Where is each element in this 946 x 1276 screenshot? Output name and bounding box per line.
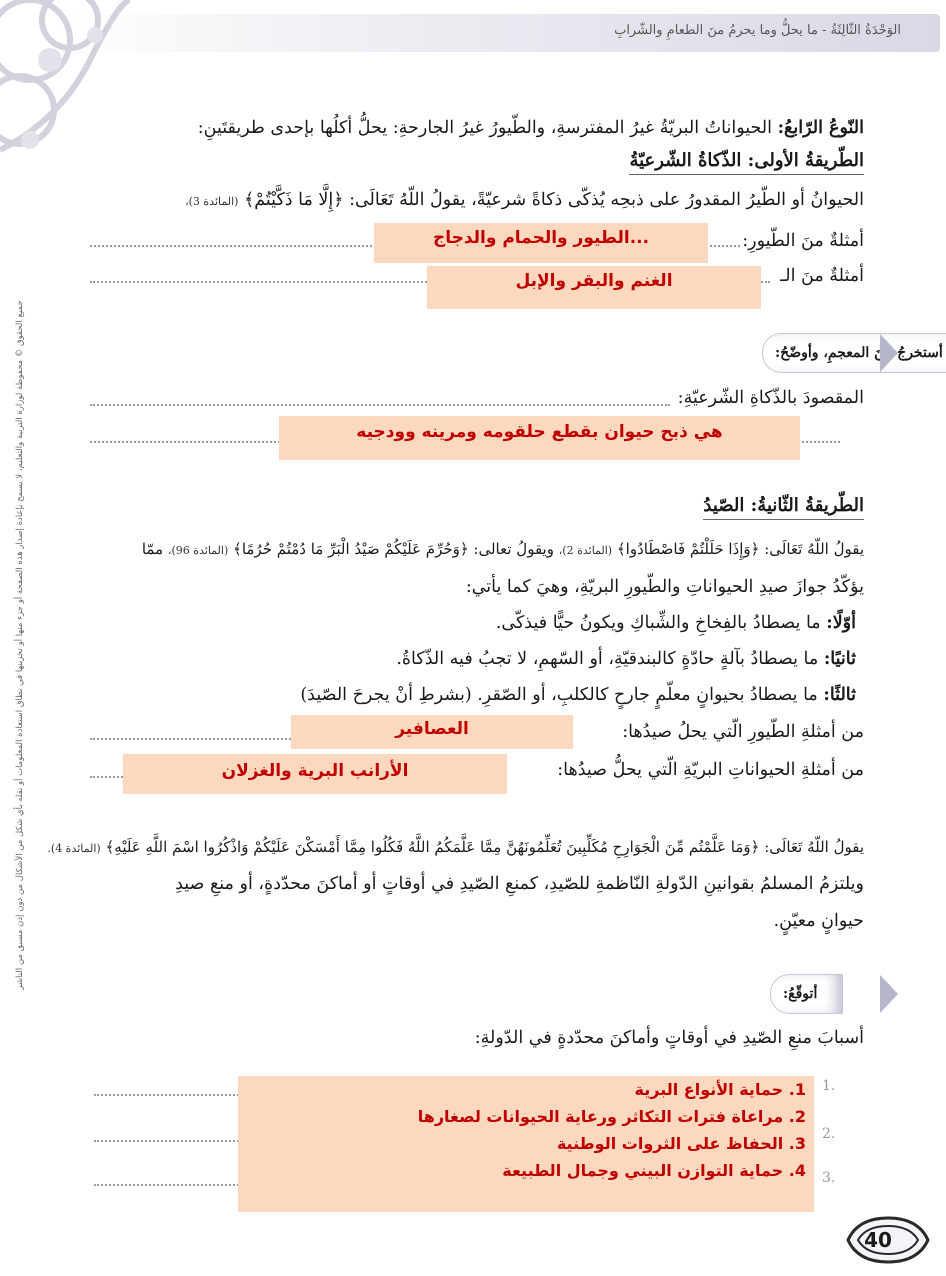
- hunt-item-2-text: ما يصطادُ بآلةٍ حادّةٍ كالبندقيّةِ، أو السّهمِ، لا تجبُ فيه الذّكاةُ.: [396, 649, 819, 669]
- predict-answer-3: 3. الحفاظ على الثروات الوطنية: [556, 1134, 806, 1153]
- verse-line: [47, 838, 864, 856]
- predict-tag: أتوقّعُ:: [770, 974, 843, 1014]
- predict-question: أسبابَ منعِ الصّيدِ في أوقاتٍ وأماكنَ محدّدةٍ في الدّولةِ:: [474, 1028, 864, 1048]
- verse-hunt-2: ويقولُ تعالى: ﴿وَحُرِّمَ عَلَيْكُمْ صَيْدُ الْبَرِّ مَا دُمْتُمْ حُرُمًا﴾: [233, 540, 554, 558]
- unit-title: الوَحْدَةُ الثّالِثَةُ - ما يحلُّ وما يحرمُ منَ الطعامِ والشّرابِ: [614, 23, 901, 38]
- page-number: 40: [864, 1228, 892, 1252]
- hunt-item-3-text: ما يصطادُ بحيوانٍ معلّمٍ جارحٍ كالكلبِ، أو الصّقرِ. (بشرطِ أنْ يجرحَ الصّيدَ): [300, 685, 818, 705]
- livestock-answer[interactable]: الغنم والبقر والإبل: [427, 266, 761, 309]
- hunt-item-2: [396, 649, 856, 669]
- hunt-animals-label: من أمثلةِ الحيواناتِ البريّةِ الّتي يحلُّ صيدُها:: [557, 760, 864, 780]
- dictionary-tag-arrow: [880, 334, 898, 372]
- section4-label: النّوعُ الرّابعُ:: [777, 118, 864, 138]
- hunt-birds-answer[interactable]: العصافير: [291, 715, 573, 749]
- method2-title: [703, 495, 864, 516]
- predict-answer-1: 1. حماية الأنواع البرية: [634, 1080, 806, 1099]
- birds-answer[interactable]: الطيور والحمام والدجاج...: [374, 223, 708, 263]
- predict-number-3: 3.: [822, 1170, 836, 1186]
- verse-hunt-2-ref: (المائدة 96)،: [167, 544, 229, 557]
- method2-line1: [142, 540, 864, 558]
- hunt-item-3-label: ثالثًا:: [823, 685, 856, 705]
- method1-text: الحيوانُ أو الطّيرُ المقدورُ على ذبحِه يُذكّى ذكاةً شرعيّةً، يقولُ اللّهُ تَعَالَى: ﴿إِلَّا مَا ذَكَّيْتُمْ﴾: [244, 190, 864, 210]
- predict-number-1: 1.: [822, 1078, 836, 1094]
- verse-ref: (المائدة 4).: [47, 842, 101, 855]
- dictionary-answer[interactable]: هي ذبح حيوان بقطع حلقومه ومرينه وودجيه: [279, 416, 800, 460]
- section4-line: [198, 118, 864, 138]
- verse-hunt-1-ref: (المائدة 2)،: [558, 544, 613, 557]
- hunt-item-1-text: ما يصطادُ بالفِخاخِ والشِّباكِ ويكونُ حيًّا فيذكّى.: [495, 613, 821, 633]
- corner-ornament-icon: [0, 0, 140, 170]
- hunt-item-1-label: أوّلًا:: [826, 613, 856, 633]
- hunt-item-1: [496, 613, 856, 633]
- section4-text: الحيواناتُ البريّةُ غيرُ المفترسةِ، والطّيورُ غيرُ الجارحةِ: يحلُّ أكلُها بإحدى طريقتَينِ:: [197, 118, 773, 138]
- verse-text: يقولُ اللّهُ تَعَالَى: ﴿وَمَا عَلَّمْتُم مِّنَ الْجَوَارِحِ مُكَلِّبِينَ تُعَلِّمُونَهُنَّ مِمَّا عَلَّمَكُمُ اللَّهُ فَكُلُوا مِمَّا أَمْسَكْنَ عَلَيْكُمْ وَاذْكُرُوا اسْمَ اللَّهِ عَلَيْهِ﴾: [105, 838, 864, 856]
- method1-line: [185, 190, 864, 210]
- predict-number-2: 2.: [822, 1126, 836, 1142]
- method1-title: [629, 150, 864, 171]
- predict-answer-4: 4. حماية التوازن البيني وجمال الطبيعة: [502, 1161, 806, 1180]
- verse-hunt-1: يقولُ اللّهُ تَعَالَى: ﴿وَإِذَا حَلَلْتُمْ فَاصْطَادُوا﴾: [616, 540, 864, 558]
- predict-answer-2: 2. مراعاة فترات التكاثر ورعاية الحيوانات لصغارها: [417, 1107, 806, 1126]
- method1-ref: (المائدة 3)،: [185, 195, 239, 208]
- hunting-law-para-1: ويلتزمُ المسلمُ بقوانينِ الدّولةِ النّاظمةِ للصّيدِ، كمنعِ الصّيدِ في أوقاتٍ أو أماكنَ محدّدةٍ، أو منعِ صيدِ: [175, 874, 864, 894]
- hunt-birds-label: من أمثلةِ الطّيورِ الّتي يحلُ صيدُها:: [622, 722, 864, 742]
- hunt-item-3: [300, 685, 856, 705]
- method2-line2: يؤكّدُ جوازَ صيدِ الحيواناتِ والطّيورِ البريّةِ، وهيَ كما يأتي:: [465, 577, 864, 597]
- method1-title-text: الطّريقةُ الأولى: الذّكاةُ الشّرعيّةُ: [629, 150, 864, 175]
- birds-example-label: أمثلةٌ منَ الطّيورِ:: [742, 231, 864, 251]
- dictionary-tag: أستخرجُ منَ المعجمِ، وأوضّحُ:: [762, 333, 946, 373]
- hunt-item-2-label: ثانيًا:: [823, 649, 856, 669]
- verse-hunt-end: ممّا: [141, 540, 164, 558]
- hunt-animals-answer[interactable]: الأرانب البرية والغزلان: [123, 754, 507, 794]
- dictionary-dotted-line-1: [90, 404, 670, 406]
- dictionary-label: المقصودَ بالذّكاةِ الشّرعيّةِ:: [677, 388, 864, 408]
- predict-answers[interactable]: [238, 1076, 814, 1212]
- other-example-label: أمثلةٌ منَ الـ: [780, 266, 864, 286]
- predict-tag-arrow: [880, 975, 898, 1013]
- copyright-note: جميع الحقوق © محفوظة لوزارة التربية والتعليم، لا يسمح بإعادة إصدار هذه الصفحة أو جزء منها أو تخزينها في نطاق استعادة المعلومات أو نقله بأي شكل من الأشكال من دون إذن مسبق من الناشر: [15, 300, 25, 990]
- method2-title-text: الطّريقةُ الثّانيةُ: الصّيدُ: [703, 495, 864, 520]
- hunting-law-para-2: حيوانٍ معيّنٍ.: [773, 911, 864, 931]
